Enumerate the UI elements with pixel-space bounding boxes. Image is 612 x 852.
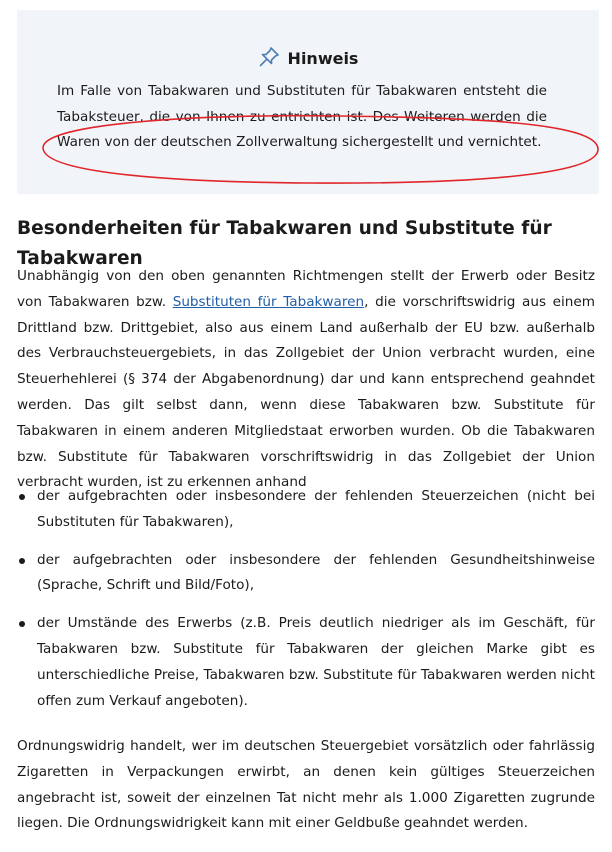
hinweis-header: [17, 46, 599, 68]
hinweis-box: [17, 10, 599, 194]
hinweis-text: Im Falle von Tabakwaren und Substituten für Tabakwaren entsteht die Tabaksteuer, die von Ihnen zu entrichten ist. Des Weiteren werden die Waren von der deutschen Zollverwaltung sichergestellt und vernichtet.: [57, 83, 547, 150]
bullet-icon: [19, 494, 25, 500]
pin-icon: [258, 46, 280, 68]
list-item-text: der aufgebrachten oder insbesondere der fehlenden Gesundheitshinweise (Sprache, Schrift und Bild/Foto),: [37, 551, 595, 594]
list-item: [17, 484, 595, 536]
criteria-list: [17, 484, 595, 726]
paragraph-intro-text-start: Unabhängig von den oben genannten Richtmengen stellt der Erwerb oder Besitz von Tabakwaren bzw.: [17, 268, 595, 310]
list-item-text: der aufgebrachten oder insbesondere der fehlenden Steuerzeichen (nicht bei Substituten für Tabakwaren),: [37, 488, 595, 530]
list-item: [17, 548, 595, 600]
paragraph-offense: Ordnungswidrig handelt, wer im deutschen Steuergebiet vorsätzlich oder fahrlässig Zigaretten in Verpackungen erwirbt, an denen kein gültiges Steuerzeichen angebracht ist, soweit der einzelnen Tat nicht mehr als 1.000 Zigaretten zugrunde liegen. Die Ordnungswidrigkeit kann mit einer Geldbuße geahndet werden.: [17, 738, 595, 832]
bullet-icon: [19, 558, 25, 564]
paragraph-intro-text-end: , die vorschriftswidrig aus einem Drittland bzw. Drittgebiet, also aus einem Land außerhalb der EU bzw. außerhalb des Verbrauchsteuergebiets, in das Zollgebiet der Union verbracht wurden, eine Steuerhehlerei (§ 374 der Abgabenordnung) dar und kann entsprechend geahndet werden. Das gilt selbst dann, wenn diese Tabakwaren bzw. Substitute für Tabakwaren in einem anderen Mitgliedstaat erworben wurden. Ob die Tabakwaren bzw. Substitute für Tabakwaren vorschriftswidrig in das Zollgebiet der Union verbracht wurden, ist zu erkennen anhand: [17, 293, 596, 491]
list-item-text: der Umstände des Erwerbs (z.B. Preis deutlich niedriger als im Geschäft, für Tabakwaren bzw. Substitute für Tabakwaren der gleichen Marke gibt es unterschiedliche Preise, Tabakwaren bzw. Substitute für Tabakwaren werden nicht offen zum Verkauf angeboten).: [37, 615, 595, 709]
bullet-icon: [19, 621, 25, 627]
substitute-tobacco-link[interactable]: Substituten für Tabakwaren: [172, 293, 365, 310]
hinweis-title: Hinweis: [287, 49, 359, 68]
list-item: [17, 611, 595, 714]
paragraph-intro: [17, 264, 595, 496]
section-title: Besonderheiten für Tabakwaren und Substitute für Tabakwaren: [17, 218, 552, 269]
